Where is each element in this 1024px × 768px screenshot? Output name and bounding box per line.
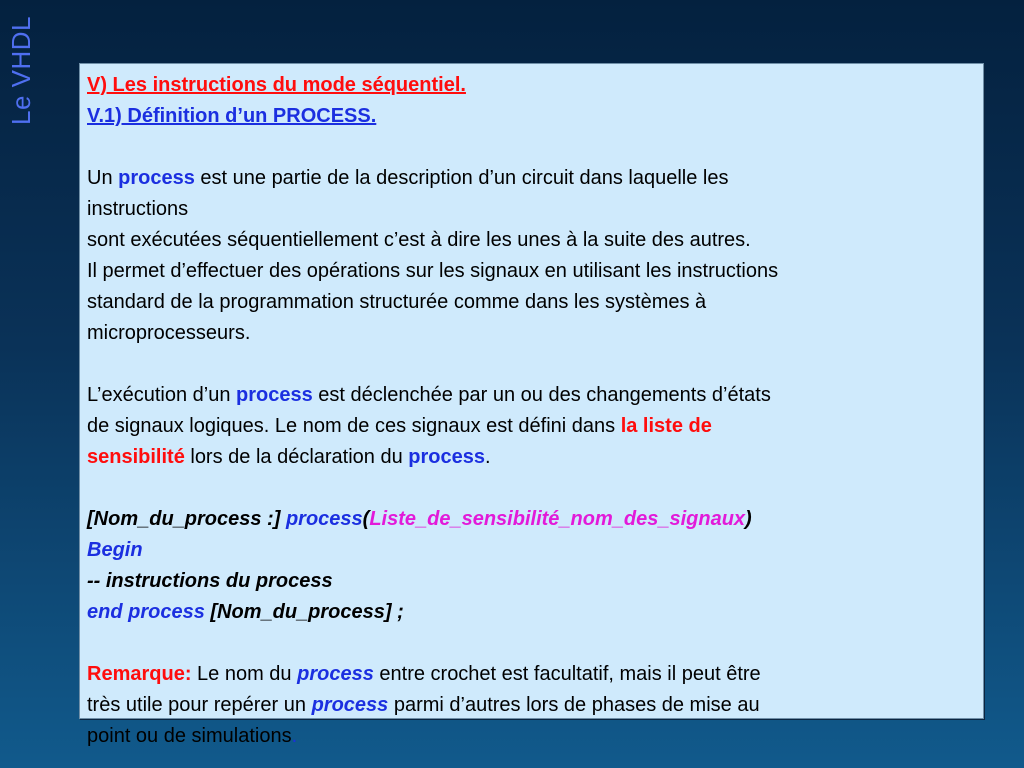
slide-content [87, 70, 982, 752]
syntax-close-paren: ) [745, 508, 752, 530]
para1-text3: sont exécutées séquentiellement c’est à dire les unes à la suite des autres. [87, 229, 751, 251]
para2-text2: est déclenchée par un ou des changements d’états [312, 384, 771, 406]
process-keyword: process [236, 384, 313, 406]
spacer [87, 473, 982, 504]
section-heading-text: V) Les instructions du mode séquentiel. [87, 74, 466, 96]
remark-dot: . [291, 725, 298, 747]
remark-text4: parmi d’autres lors de phases de mise au [388, 694, 760, 716]
para2-line1 [87, 380, 982, 411]
para2-text3: de signaux logiques. Le nom de ces signaux est défini dans [87, 415, 621, 437]
para1-line2 [87, 194, 982, 225]
sensitivity-list-term: la liste de [620, 415, 712, 437]
para1-text1: est une partie de la description d’un circuit dans laquelle les [194, 167, 729, 189]
para1-line4 [87, 256, 982, 287]
syntax-comment: -- instructions du process [87, 570, 333, 592]
remark-line2 [87, 690, 982, 721]
side-title [4, 10, 38, 130]
para2-line3 [87, 442, 982, 473]
spacer [87, 349, 982, 380]
syntax-end-name: [Nom_du_process] ; [204, 601, 404, 623]
syntax-line3 [87, 566, 982, 597]
remark-text1: Le nom du [191, 663, 298, 685]
syntax-end-process-keyword: end process [87, 601, 205, 623]
side-title-text: Le VHDL [5, 15, 36, 125]
syntax-line4 [87, 597, 982, 628]
process-keyword: process [408, 446, 485, 468]
para1-line3 [87, 225, 982, 256]
process-keyword: process [297, 663, 374, 685]
process-keyword: process [311, 694, 389, 716]
para2-line2 [87, 411, 982, 442]
syntax-line1 [87, 504, 982, 535]
spacer [87, 132, 982, 163]
para2-text4: lors de la déclaration du [184, 446, 409, 468]
remark-label: Remarque: [87, 663, 192, 685]
remark-text3: très utile pour repérer un [87, 694, 312, 716]
syntax-begin-keyword: Begin [87, 539, 143, 561]
syntax-sensitivity-list: Liste_de_sensibilité_nom_des_signaux [369, 508, 746, 530]
remark-line3 [87, 721, 982, 752]
process-keyword: process [118, 167, 195, 189]
para1-text4: Il permet d’effectuer des opérations sur les signaux en utilisant les instructions [87, 260, 779, 282]
para1-un: Un [87, 167, 119, 189]
syntax-name-opt: [Nom_du_process :] [87, 508, 286, 530]
syntax-open-paren: ( [362, 508, 370, 530]
remark-line1 [87, 659, 982, 690]
section-heading [87, 70, 982, 101]
para1-text6: microprocesseurs. [87, 322, 251, 344]
para1-line6 [87, 318, 982, 349]
syntax-line2 [87, 535, 982, 566]
subsection-heading-text: V.1) Définition d’un PROCESS. [87, 105, 377, 127]
para1-line1 [87, 163, 982, 194]
para2-dot: . [485, 446, 491, 468]
para1-text2: instructions [87, 198, 189, 220]
remark-text2: entre crochet est facultatif, mais il peut être [373, 663, 761, 685]
sensitivity-term: sensibilité [87, 446, 185, 468]
para2-text1: L’exécution d’un [87, 384, 237, 406]
syntax-process-keyword: process [285, 508, 363, 530]
remark-text5: point ou de simulations [87, 725, 292, 747]
para1-line5 [87, 287, 982, 318]
spacer [87, 628, 982, 659]
subsection-heading [87, 101, 982, 132]
para1-text5: standard de la programmation structurée comme dans les systèmes à [87, 291, 707, 313]
